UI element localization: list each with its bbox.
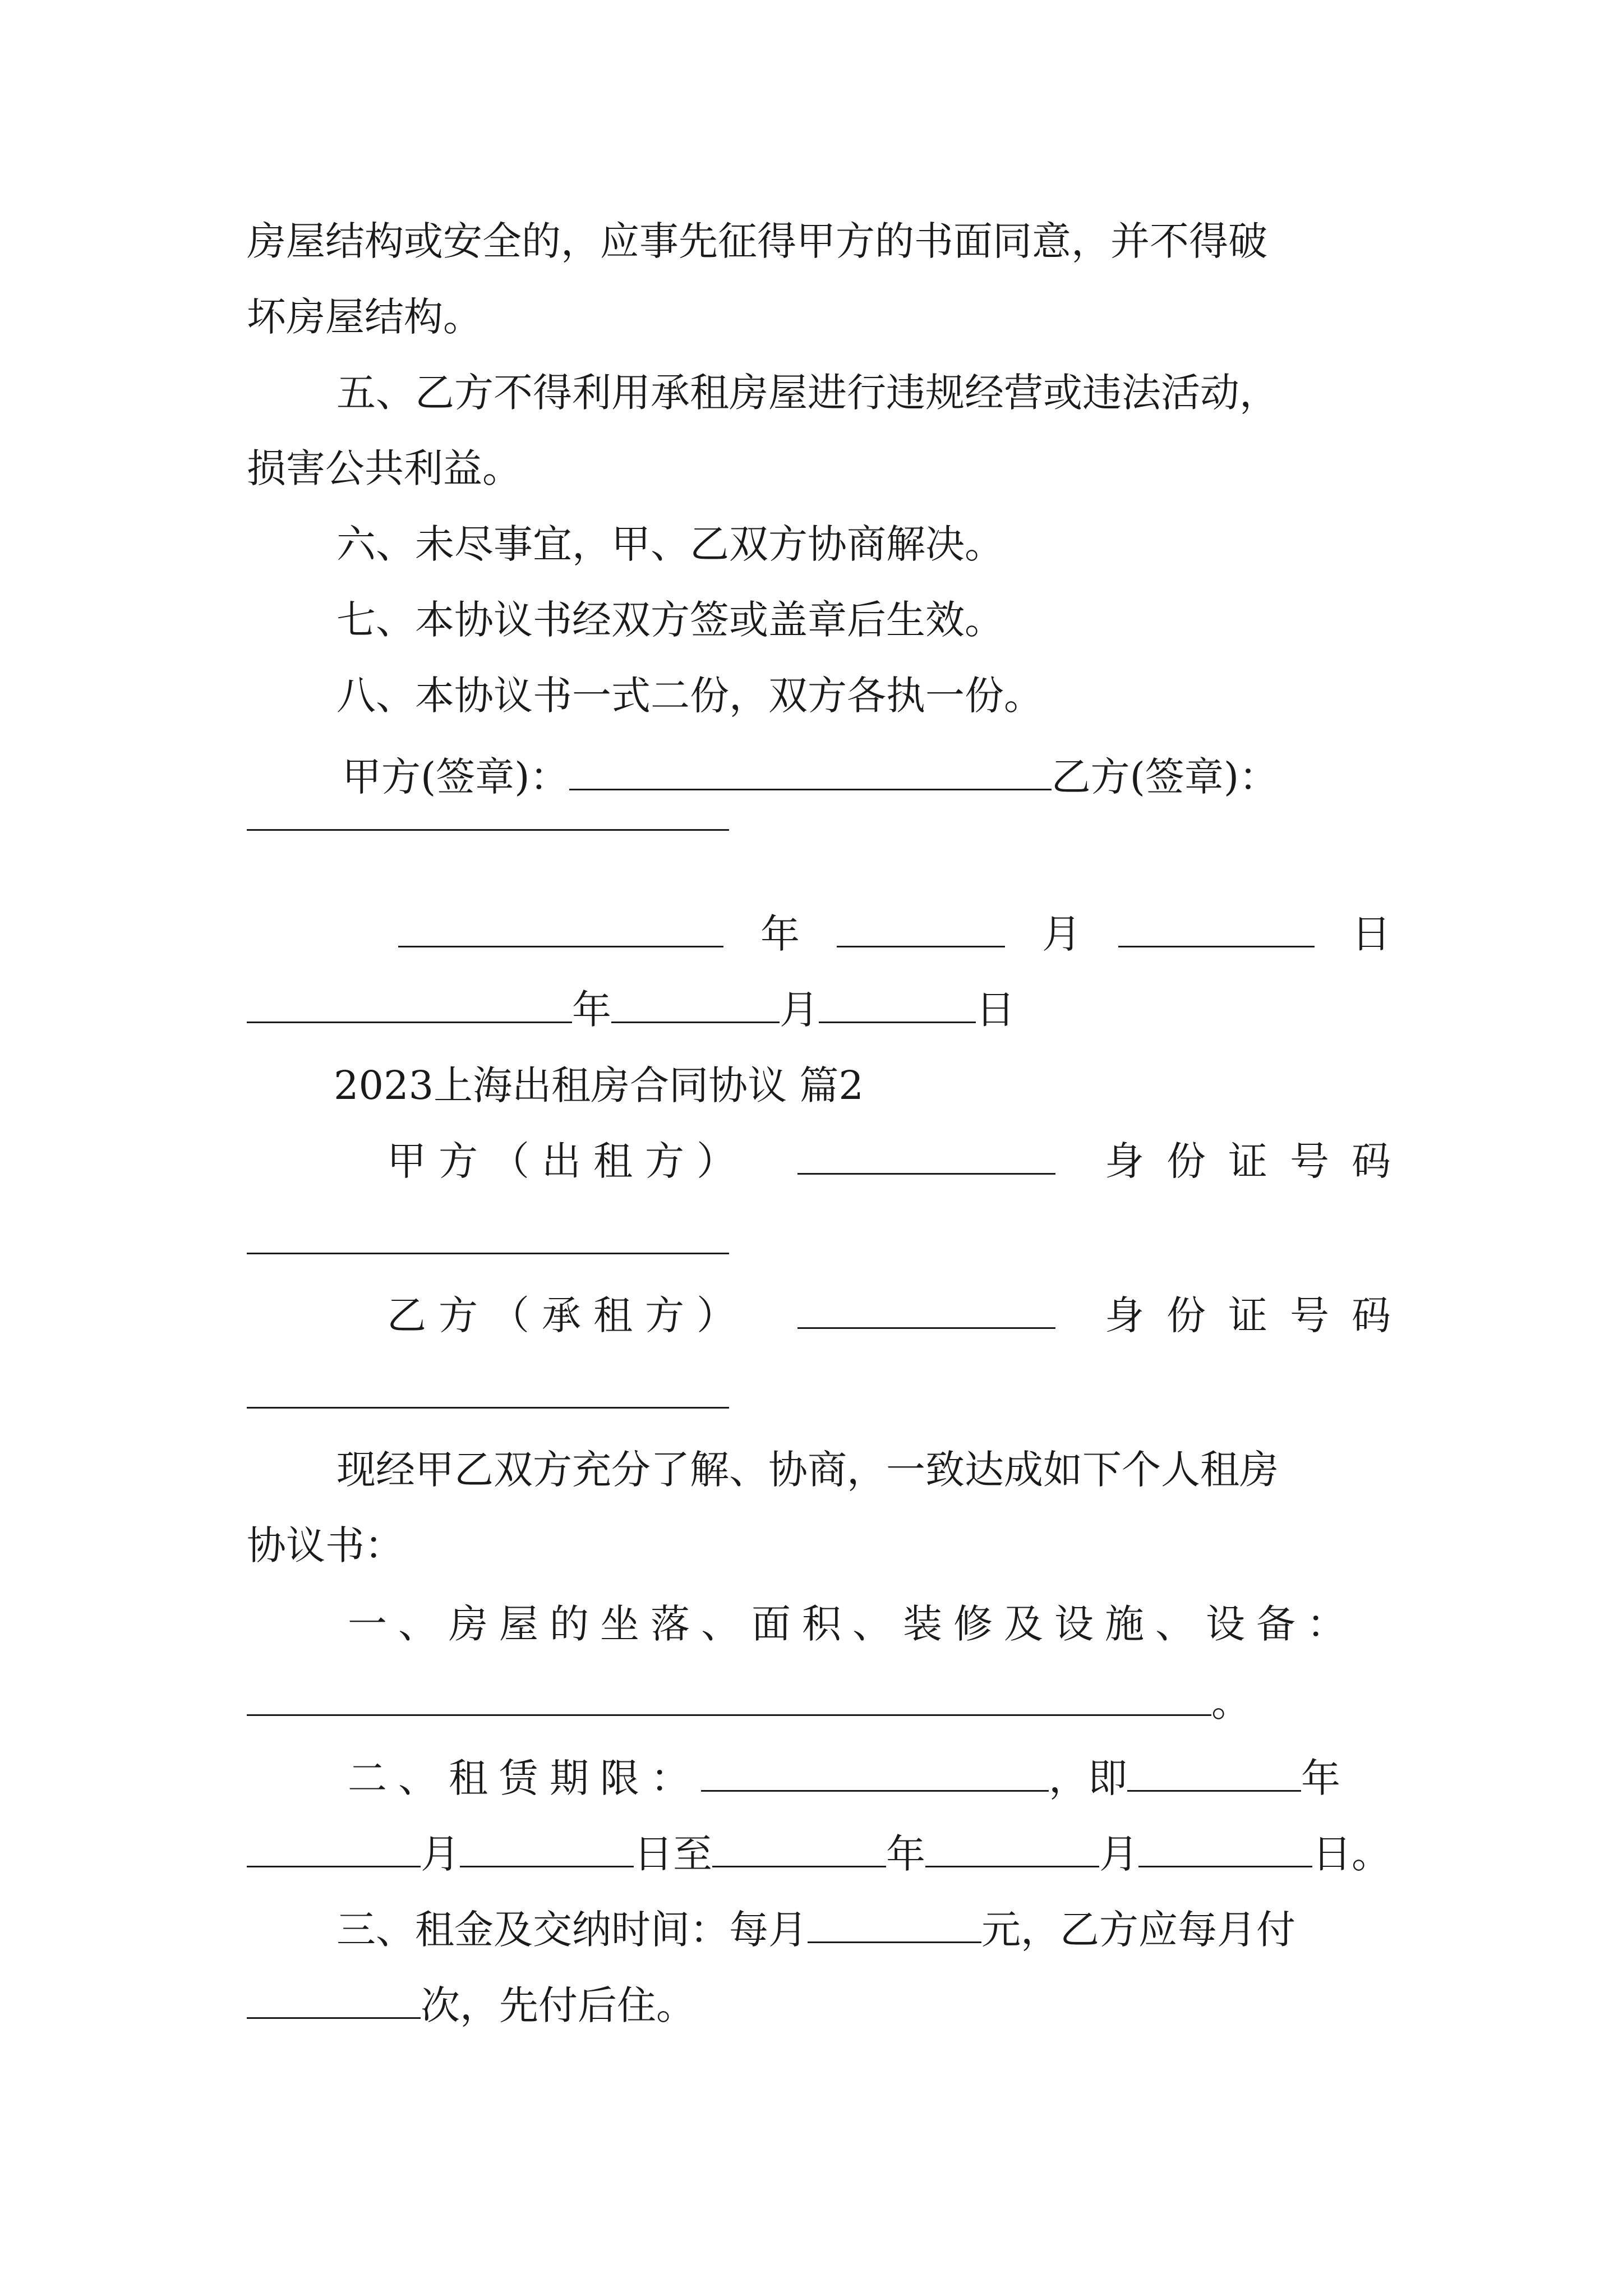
clause-3-label: 三、租金及交纳时间：每月 [336, 1907, 808, 1953]
day-blank[interactable] [819, 978, 976, 1023]
clause-3-cont [247, 1972, 1391, 2039]
end-month-blank[interactable] [925, 1822, 1099, 1867]
payment-count-blank[interactable] [247, 1973, 421, 2019]
text: 元，乙方应每月付 [981, 1907, 1295, 1953]
lessee-line [387, 1282, 1413, 1349]
text: 五、乙方不得利用承租房屋进行违规经营或违法活动， [336, 370, 1279, 416]
paragraph-line [336, 359, 1391, 426]
text: 现经甲乙双方充分了解、协商，一致达成如下个人租房 [336, 1447, 1279, 1493]
lessee-id-blank[interactable] [247, 1407, 729, 1409]
month-label: 月 [1042, 911, 1081, 957]
lessor-line [387, 1128, 1413, 1195]
clause-1-blank-line [247, 1669, 1391, 1736]
property-details-blank[interactable] [247, 1671, 1211, 1716]
lease-term-blank[interactable] [701, 1746, 1049, 1792]
lessee-id-label: 身份证号码 [1105, 1292, 1413, 1338]
text: 八、本协议书一式二份，双方各执一份。 [336, 673, 1043, 719]
clause-2-dates [247, 1820, 1391, 1888]
signature-line [342, 743, 1391, 811]
date-line [247, 976, 1391, 1043]
text: 协议书： [247, 1522, 404, 1568]
party-b-sign-label: 乙方(签章)： [1051, 754, 1279, 800]
text: ，即 [1049, 1755, 1127, 1801]
text: 日。 [1312, 1831, 1391, 1877]
lessor-id-blank[interactable] [247, 1253, 729, 1254]
text: 七、本协议书经双方签或盖章后生效。 [336, 597, 1004, 643]
party-a-sign-label: 甲方(签章)： [342, 754, 569, 800]
year-blank[interactable] [247, 978, 572, 1023]
text: 坏房屋结构。 [247, 294, 482, 340]
lessor-id-label: 身份证号码 [1105, 1138, 1413, 1184]
clause-3 [336, 1896, 1391, 1963]
paragraph-line [336, 1436, 1391, 1503]
text: 月 [1099, 1831, 1138, 1877]
day-blank[interactable] [1118, 902, 1315, 947]
paragraph-line [247, 1512, 1391, 1579]
paragraph-line [336, 510, 1391, 578]
start-year-blank[interactable] [1127, 1746, 1301, 1792]
clause-2-label: 二、租赁期限： [348, 1755, 701, 1801]
year-label: 年 [572, 987, 611, 1033]
party-b-sign-blank[interactable] [247, 829, 729, 831]
text: 六、未尽事宜，甲、乙双方协商解决。 [336, 521, 1004, 567]
text: 年 [886, 1831, 925, 1877]
text: 房屋结构或安全的，应事先征得甲方的书面同意，并不得破 [247, 218, 1267, 264]
section-title [334, 1052, 1388, 1119]
text: 月 [421, 1831, 460, 1877]
text: 年 [1301, 1755, 1340, 1801]
day-label: 日 [1352, 911, 1391, 957]
clause-2 [348, 1745, 1391, 1812]
period: 。 [1211, 1680, 1251, 1726]
month-blank[interactable] [611, 978, 780, 1023]
day-label: 日 [976, 987, 1015, 1033]
month-blank[interactable] [837, 902, 1005, 947]
paragraph-line [336, 586, 1391, 654]
paragraph-line [247, 283, 1391, 351]
start-day-blank[interactable] [460, 1822, 634, 1867]
section-heading: 2023上海出租房合同协议 篇2 [334, 1062, 864, 1108]
paragraph-line [247, 208, 1391, 275]
text: 日至 [634, 1831, 712, 1877]
lessee-label: 乙方（承租方） [387, 1292, 748, 1338]
paragraph-line [336, 662, 1391, 729]
lessor-name-blank[interactable] [797, 1129, 1055, 1175]
lessor-label: 甲方（出租方） [387, 1138, 748, 1184]
month-label: 月 [780, 987, 819, 1033]
clause-1-label: 一、房屋的坐落、面积、装修及设施、设备： [348, 1601, 1357, 1647]
monthly-rent-blank[interactable] [808, 1898, 981, 1943]
year-blank[interactable] [398, 902, 723, 947]
party-a-sign-blank[interactable] [569, 745, 1052, 790]
date-line [398, 900, 1391, 968]
year-label: 年 [760, 911, 800, 957]
start-month-blank[interactable] [247, 1822, 421, 1867]
text: 损害公共利益。 [247, 445, 522, 491]
lessee-name-blank[interactable] [797, 1283, 1055, 1329]
end-year-blank[interactable] [712, 1822, 886, 1867]
text: 次，先付后住。 [421, 1982, 695, 2028]
paragraph-line [247, 435, 1391, 502]
clause-1 [348, 1590, 1391, 1658]
end-day-blank[interactable] [1138, 1822, 1312, 1867]
